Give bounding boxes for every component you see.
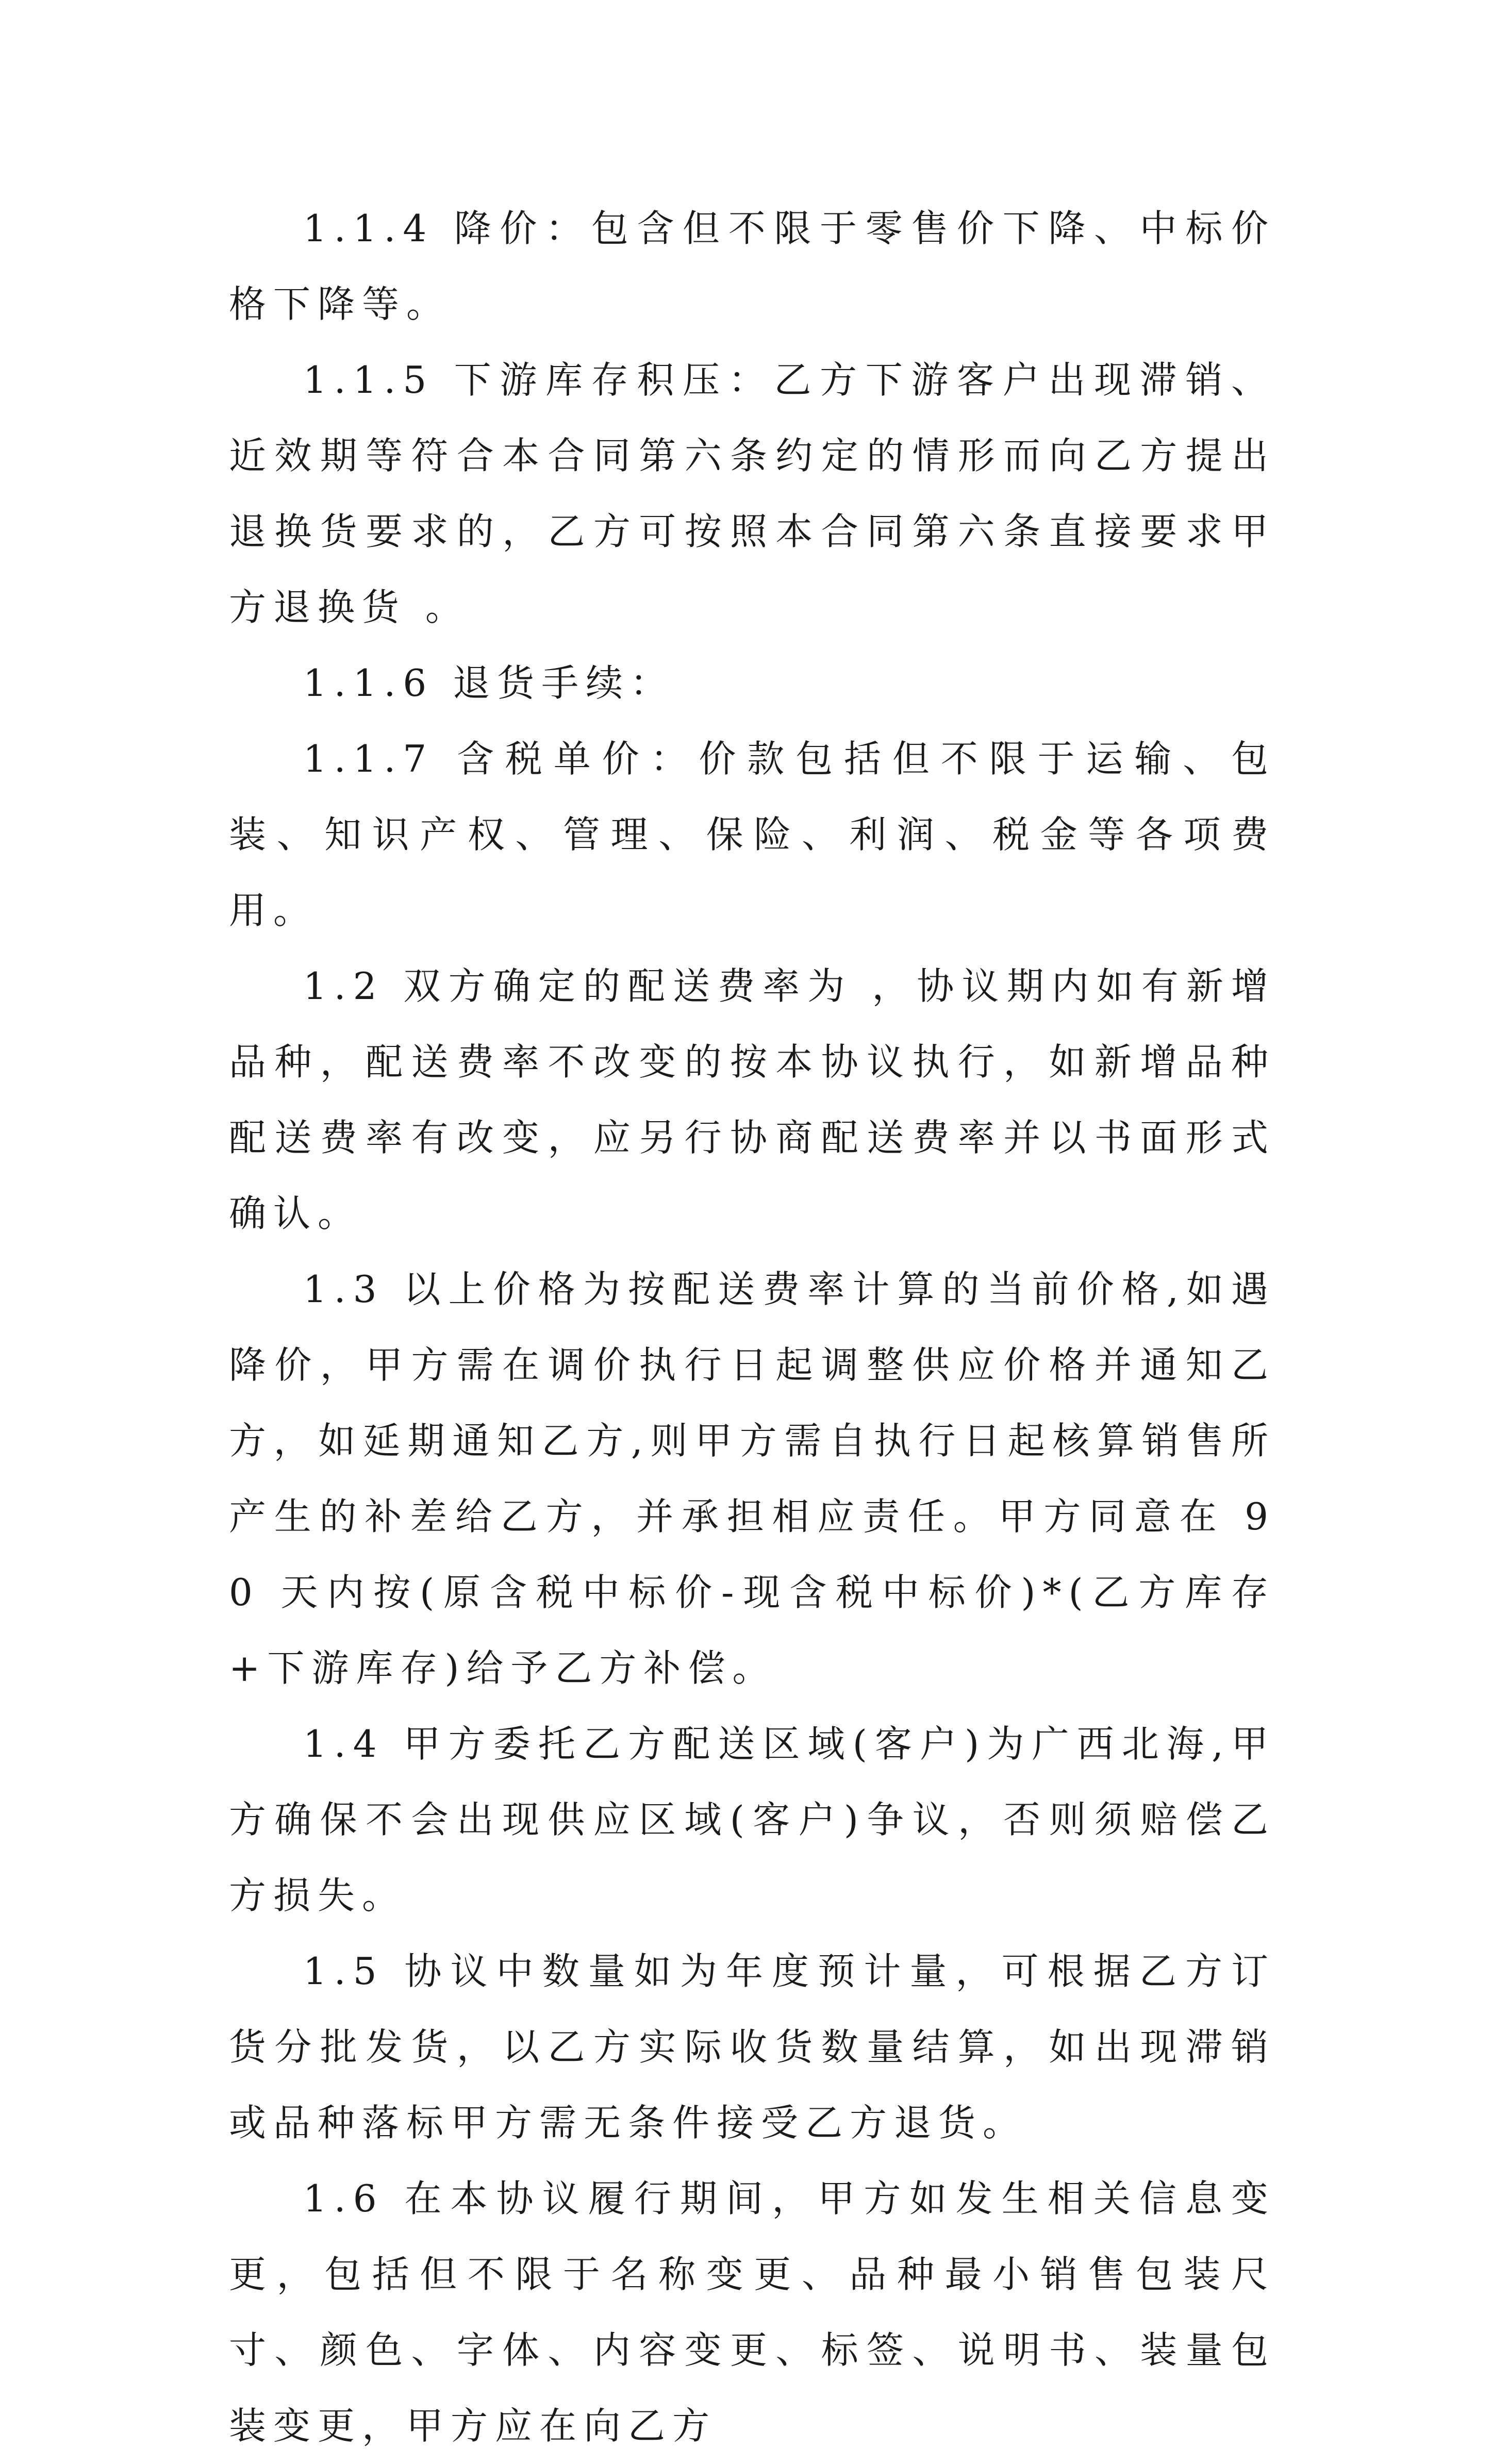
clause-1-6: 1.6 在本协议履行期间，甲方如发生相关信息变更，包括但不限于名称变更、品种最小销售包装尺寸、颜色、字体、内容变更、标签、说明书、装量包装变更，甲方应在向乙方: [229, 2177, 1275, 2448]
clause-1-2: 1.2 双方确定的配送费率为 ，协议期内如有新增品种，配送费率不改变的按本协议执行，如新增品种配送费率有改变，应另行协商配送费率并以书面形式确认。: [229, 964, 1275, 1235]
clause-1-3: 1.3 以上价格为按配送费率计算的当前价格,如遇降价，甲方需在调价执行日起调整供应价格并通知乙方，如延期通知乙方,则甲方需自执行日起核算销售所产生的补差给乙方，并承担相应责任。甲方同意在 90 天内按(原含税中标价-现含税中标价)*(乙方库存+下游库存)给予乙方补偿。: [229, 1268, 1275, 1690]
clause-1-1-5: 1.1.5 下游库存积压：乙方下游客户出现滞销、近效期等符合本合同第六条约定的情形而向乙方提出退换货要求的，乙方可按照本合同第六条直接要求甲方退换货 。: [229, 358, 1275, 629]
clause-1-5: 1.5 协议中数量如为年度预计量，可根据乙方订货分批发货，以乙方实际收货数量结算，如出现滞销或品种落标甲方需无条件接受乙方退货。: [229, 1950, 1275, 2144]
clause-1-1-7: 1.1.7 含税单价：价款包括但不限于运输、包装、知识产权、管理、保险、利润、税金等各项费用。: [229, 737, 1275, 932]
clause-1-1-4: 1.1.4 降价：包含但不限于零售价下降、中标价格下降等。: [229, 207, 1275, 326]
clause-1-1-6: 1.1.6 退货手续：: [303, 661, 675, 705]
clause-1-4: 1.4 甲方委托乙方配送区域(客户)为广西北海,甲方确保不会出现供应区域(客户)争议，否则须赔偿乙方损失。: [229, 1722, 1275, 1917]
document-body: [229, 191, 1275, 2464]
